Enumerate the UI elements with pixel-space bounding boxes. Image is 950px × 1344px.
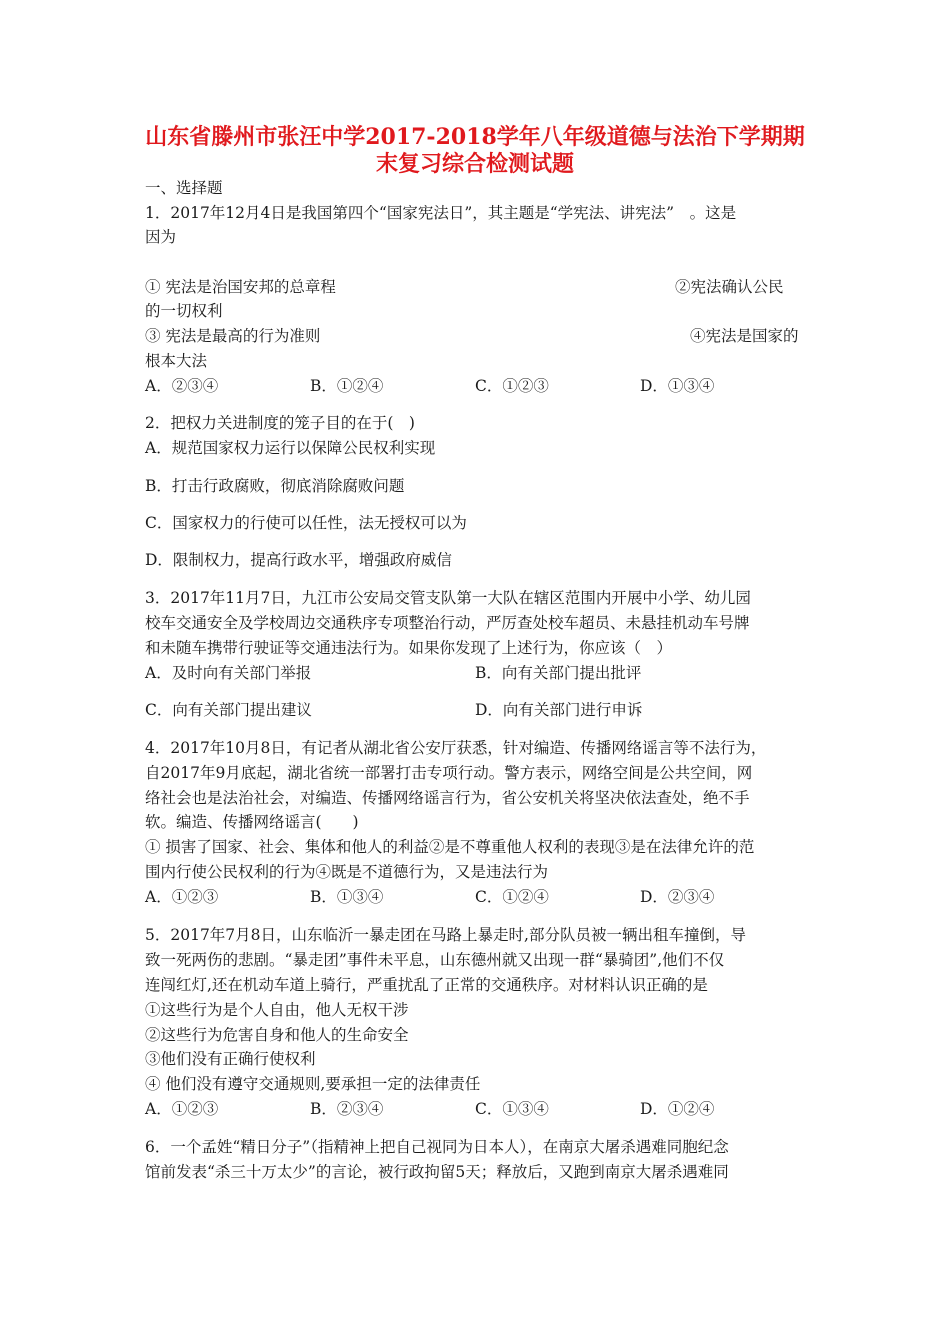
q4-option-c: C．①②④ [475, 888, 549, 906]
q5-statement-3: ③他们没有正确行使权利 [145, 1050, 316, 1068]
q1-option-a: A．②③④ [145, 377, 219, 395]
q5-stem-line2: 致一死两伤的悲剧。“暴走团”事件未平息，山东德州就又出现一群“暴骑团”,他们不仅 [145, 951, 725, 969]
q1-statement-4-cont: 根本大法 [145, 352, 208, 370]
q5-option-b: B．②③④ [310, 1100, 384, 1118]
q1-option-c: C．①②③ [475, 377, 549, 395]
q4-statements-line1: ① 损害了国家、社会、集体和他人的利益②是不尊重他人权利的表现③是在法律允许的范 [145, 838, 755, 856]
q3-option-c: C．向有关部门提出建议 [145, 701, 312, 719]
q1-option-b: B．①②④ [310, 377, 384, 395]
q1-statement-4: ④宪法是国家的 [690, 327, 799, 345]
q4-stem-line1: 4．2017年10月8日，有记者从湖北省公安厅获悉，针对编造、传播网络谣言等不法行为， [145, 739, 767, 757]
exam-title-line2: 末复习综合检测试题 [375, 151, 574, 177]
q1-stem-line2: 因为 [145, 228, 177, 246]
q5-statement-2: ②这些行为危害自身和他人的生命安全 [145, 1026, 409, 1044]
q5-option-c: C．①③④ [475, 1100, 549, 1118]
q1-statement-2: ②宪法确认公民 [675, 278, 784, 296]
q5-statement-4: ④ 他们没有遵守交通规则,要承担一定的法律责任 [145, 1075, 481, 1093]
q1-option-d: D．①③④ [640, 377, 715, 395]
q5-option-d: D．①②④ [640, 1100, 715, 1118]
q6-stem-line2: 馆前发表“杀三十万太少”的言论，被行政拘留5天；释放后，又跑到南京大屠杀遇难同 [145, 1163, 729, 1181]
q2-option-b: B．打击行政腐败，彻底消除腐败问题 [145, 477, 405, 495]
q3-stem-line3: 和未随车携带行驶证等交通违法行为。如果你发现了上述行为，你应该（ ） [145, 639, 673, 657]
q4-stem-line2: 自2017年9月底起，湖北省统一部署打击专项行动。警方表示，网络空间是公共空间，网 [145, 764, 753, 782]
q3-option-d: D．向有关部门进行申诉 [475, 701, 643, 719]
q2-option-d: D．限制权力，提高行政水平，增强政府威信 [145, 551, 452, 569]
q4-option-d: D．②③④ [640, 888, 715, 906]
q1-statement-2-cont: 的一切权利 [145, 302, 223, 320]
q2-option-c: C．国家权力的行使可以任性，法无授权可以为 [145, 514, 467, 532]
q5-stem-line3: 连闯红灯,还在机动车道上骑行，严重扰乱了正常的交通秩序。对材料认识正确的是 [145, 976, 708, 994]
q3-stem-line1: 3．2017年11月7日，九江市公安局交管支队第一大队在辖区范围内开展中小学、幼儿园 [145, 589, 751, 607]
q1-statement-1: ① 宪法是治国安邦的总章程 [145, 278, 336, 296]
q1-stem-line1: 1．2017年12月4日是我国第四个“国家宪法日”，其主题是“学宪法、讲宪法” 。这是 [145, 204, 737, 222]
q5-statement-1: ①这些行为是个人自由，他人无权干涉 [145, 1001, 409, 1019]
q4-statements-line2: 围内行使公民权利的行为④既是不道德行为，又是违法行为 [145, 863, 549, 881]
q6-stem-line1: 6．一个孟姓“精日分子”（指精神上把自己视同为日本人），在南京大屠杀遇难同胞纪念 [145, 1138, 729, 1156]
q4-stem-line4: 软。编造、传播网络谣言( ) [145, 813, 359, 831]
q3-option-a: A．及时向有关部门举报 [145, 664, 312, 682]
q4-option-b: B．①③④ [310, 888, 384, 906]
q4-option-a: A．①②③ [145, 888, 219, 906]
q3-stem-line2: 校车交通安全及学校周边交通秩序专项整治行动，严厉查处校车超员、未悬挂机动车号牌 [145, 614, 750, 632]
section-heading: 一、选择题 [145, 179, 223, 197]
q4-stem-line3: 络社会也是法治社会，对编造、传播网络谣言行为，省公安机关将坚决依法查处，绝不手 [145, 789, 750, 807]
q5-option-a: A．①②③ [145, 1100, 219, 1118]
q1-statement-3: ③ 宪法是最高的行为准则 [145, 327, 321, 345]
q2-stem: 2．把权力关进制度的笼子目的在于( ) [145, 414, 415, 432]
q2-option-a: A．规范国家权力运行以保障公民权利实现 [145, 439, 436, 457]
exam-title-line1: 山东省滕州市张汪中学2017-2018学年八年级道德与法治下学期期 [145, 124, 805, 150]
q3-option-b: B．向有关部门提出批评 [475, 664, 642, 682]
q5-stem-line1: 5．2017年7月8日，山东临沂一暴走团在马路上暴走时,部分队员被一辆出租车撞倒，导 [145, 926, 746, 944]
